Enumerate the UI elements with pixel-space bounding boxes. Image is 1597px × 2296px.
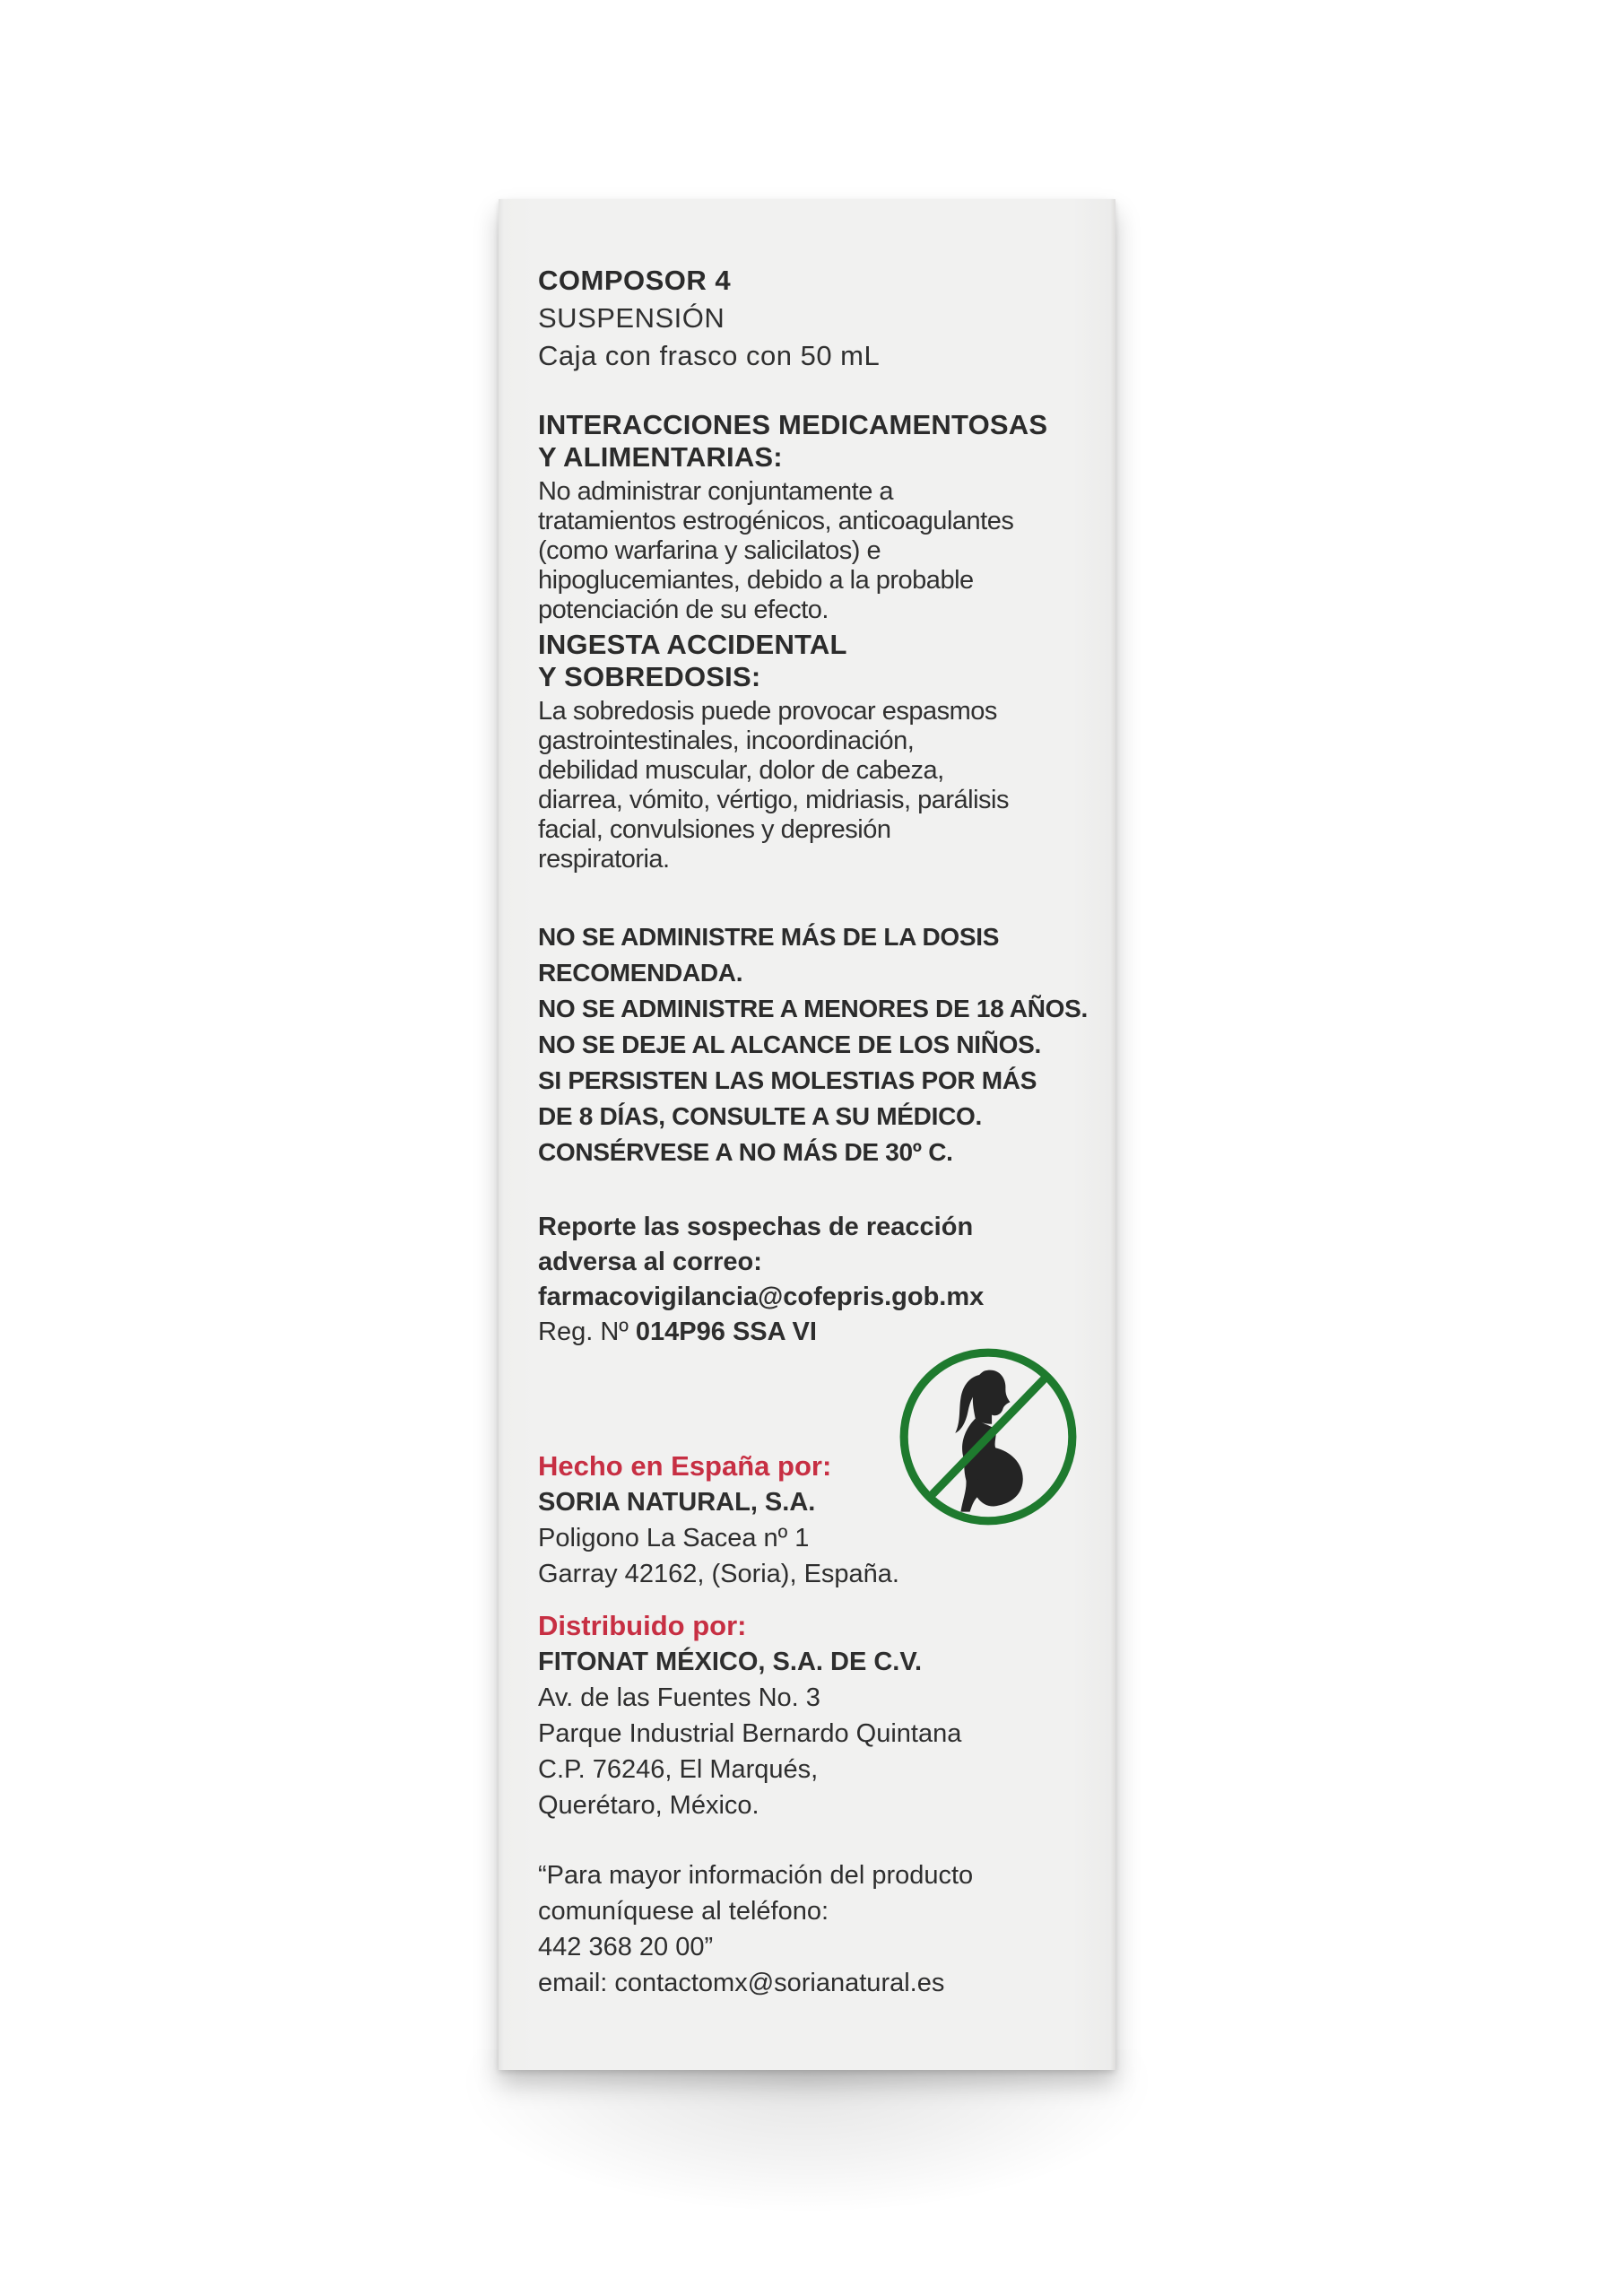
product-name: COMPOSOR 4 (538, 265, 732, 296)
warning-line: NO SE ADMINISTRE MÁS DE LA DOSIS (538, 923, 1000, 951)
overdose-text-line: La sobredosis puede provocar espasmos (538, 697, 997, 726)
product-form: SUSPENSIÓN (538, 302, 725, 334)
overdose-text-line: respiratoria. (538, 845, 670, 874)
interactions-text-line: hipoglucemiantes, debido a la probable (538, 566, 974, 595)
overdose-text-line: diarrea, vómito, vértigo, midriasis, parálisis (538, 786, 1009, 814)
warning-line: SI PERSISTEN LAS MOLESTIAS POR MÁS (538, 1066, 1037, 1094)
interactions-text-line: potenciación de su efecto. (538, 596, 829, 624)
distributor-heading: Distribuido por: (538, 1610, 747, 1641)
overdose-heading-line: Y SOBREDOSIS: (538, 661, 761, 692)
registration-prefix: Reg. Nº (538, 1318, 636, 1346)
overdose-text-line: debilidad muscular, dolor de cabeza, (538, 756, 944, 785)
interactions-heading-line: INTERACCIONES MEDICAMENTOSAS (538, 409, 1048, 440)
overdose-text-line: facial, convulsiones y depresión (538, 815, 891, 844)
contact-section (538, 1857, 1094, 2001)
manufacturer-address-line: Poligono La Sacea nº 1 (538, 1524, 810, 1552)
report-line: adversa al correo: (538, 1248, 762, 1276)
overdose-heading-line: INGESTA ACCIDENTAL (538, 629, 847, 660)
warning-line: DE 8 DÍAS, CONSULTE A SU MÉDICO. (538, 1102, 982, 1130)
contact-line: “Para mayor información del producto (538, 1861, 974, 1890)
contact-line: comuníquese al teléfono: (538, 1897, 829, 1926)
distributor-name: FITONAT MÉXICO, S.A. DE C.V. (538, 1648, 923, 1676)
no-pregnancy-icon (897, 1345, 1080, 1528)
box-floor-shadow (466, 2049, 1148, 2211)
distributor-address-line: C.P. 76246, El Marqués, (538, 1755, 819, 1784)
interactions-text-line: tratamientos estrogénicos, anticoagulantes (538, 507, 1014, 535)
warning-line: RECOMENDADA. (538, 959, 743, 987)
manufacturer-name: SORIA NATURAL, S.A. (538, 1488, 816, 1517)
warning-line: CONSÉRVESE A NO MÁS DE 30º C. (538, 1138, 953, 1166)
interactions-text-line: No administrar conjuntamente a (538, 477, 894, 506)
product-box-side-panel (499, 199, 1115, 2070)
warning-line: NO SE DEJE AL ALCANCE DE LOS NIÑOS. (538, 1031, 1041, 1058)
interactions-text-line: (como warfarina y salicilatos) e (538, 536, 881, 565)
overdose-text-line: gastrointestinales, incoordinación, (538, 726, 915, 755)
distributor-section (538, 1608, 1094, 1823)
interactions-heading-line: Y ALIMENTARIAS: (538, 441, 783, 473)
overdose-section (538, 629, 1094, 874)
report-email: farmacovigilancia@cofepris.gob.mx (538, 1283, 985, 1311)
label-text-block (538, 262, 1094, 2001)
warnings-section (538, 919, 1094, 1170)
contact-email: email: contactomx@sorianatural.es (538, 1969, 945, 1997)
warning-line: NO SE ADMINISTRE A MENORES DE 18 AÑOS. (538, 995, 1088, 1022)
report-line: Reporte las sospechas de reacción (538, 1213, 974, 1241)
manufacturer-address-line: Garray 42162, (Soria), España. (538, 1560, 899, 1588)
product-presentation: Caja con frasco con 50 mL (538, 340, 881, 371)
distributor-address-line: Parque Industrial Bernardo Quintana (538, 1719, 962, 1748)
manufacturer-heading: Hecho en España por: (538, 1450, 832, 1482)
registration-code: 014P96 SSA VI (635, 1318, 817, 1346)
distributor-address-line: Querétaro, México. (538, 1791, 759, 1820)
distributor-address-line: Av. de las Fuentes No. 3 (538, 1683, 820, 1712)
interactions-section (538, 409, 1094, 625)
report-section (538, 1210, 1094, 1350)
contact-phone: 442 368 20 00” (538, 1933, 714, 1961)
